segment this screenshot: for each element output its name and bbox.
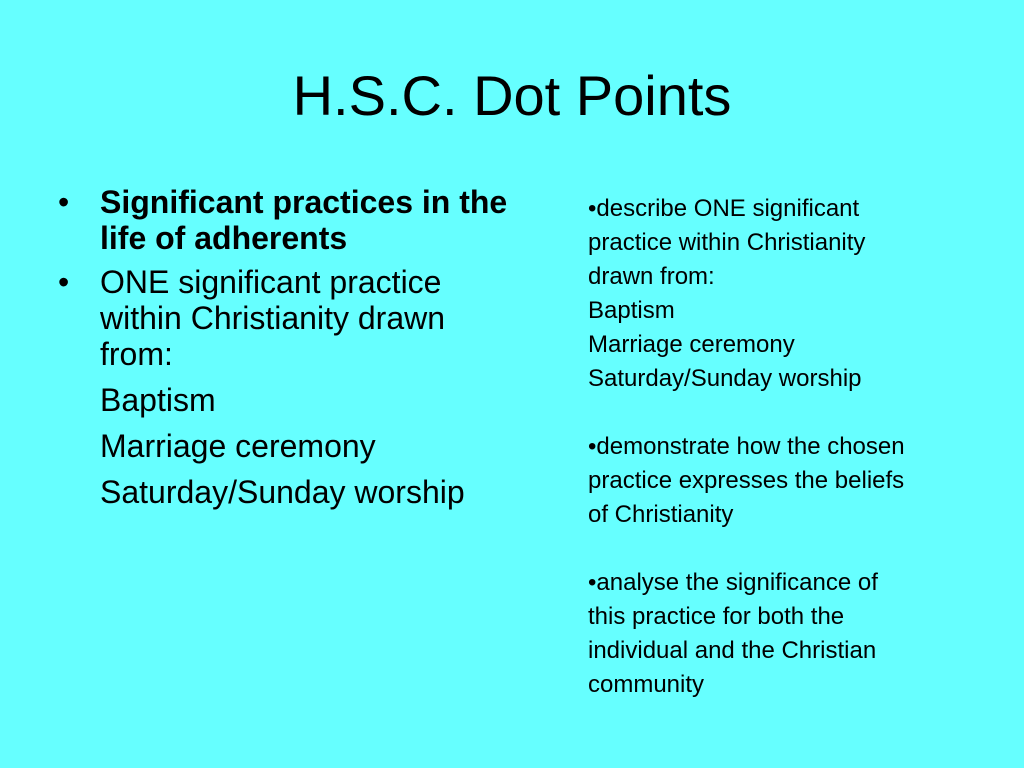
dot-point-line: drawn from: bbox=[588, 263, 715, 290]
dot-point-analyse bbox=[588, 566, 988, 702]
bullet-text-practices: Significant practices in the life of adherents bbox=[100, 184, 508, 256]
sub-item-marriage: Marriage ceremony bbox=[100, 428, 376, 464]
dot-point-describe bbox=[588, 192, 988, 396]
dot-point-line: of Christianity bbox=[588, 501, 734, 528]
dot-point-line: Saturday/Sunday worship bbox=[588, 365, 862, 392]
dot-point-line: •describe ONE significant bbox=[588, 195, 860, 222]
dot-point-line: this practice for both the bbox=[588, 603, 845, 630]
right-content bbox=[588, 192, 988, 736]
bullet-item-practices bbox=[58, 184, 508, 256]
dot-point-line: individual and the Christian bbox=[588, 637, 877, 664]
slide-title: H.S.C. Dot Points bbox=[292, 64, 732, 127]
dot-point-line: practice expresses the beliefs bbox=[588, 467, 905, 494]
sub-item-baptism: Baptism bbox=[100, 382, 216, 418]
bullet-item-one-practice bbox=[58, 264, 508, 372]
bullet-icon: • bbox=[58, 264, 70, 300]
bullet-icon: • bbox=[58, 184, 70, 220]
dot-point-line: Baptism bbox=[588, 297, 675, 324]
dot-point-line: •analyse the significance of bbox=[588, 569, 878, 596]
left-content bbox=[58, 184, 508, 510]
sub-item-worship: Saturday/Sunday worship bbox=[100, 474, 465, 510]
dot-point-line: practice within Christianity bbox=[588, 229, 866, 256]
dot-point-line: •demonstrate how the chosen bbox=[588, 433, 905, 460]
dot-point-line: community bbox=[588, 671, 705, 698]
dot-point-line: Marriage ceremony bbox=[588, 331, 795, 358]
bullet-text-one-practice: ONE significant practice within Christianity drawn from: bbox=[100, 264, 446, 372]
dot-point-demonstrate bbox=[588, 430, 988, 532]
